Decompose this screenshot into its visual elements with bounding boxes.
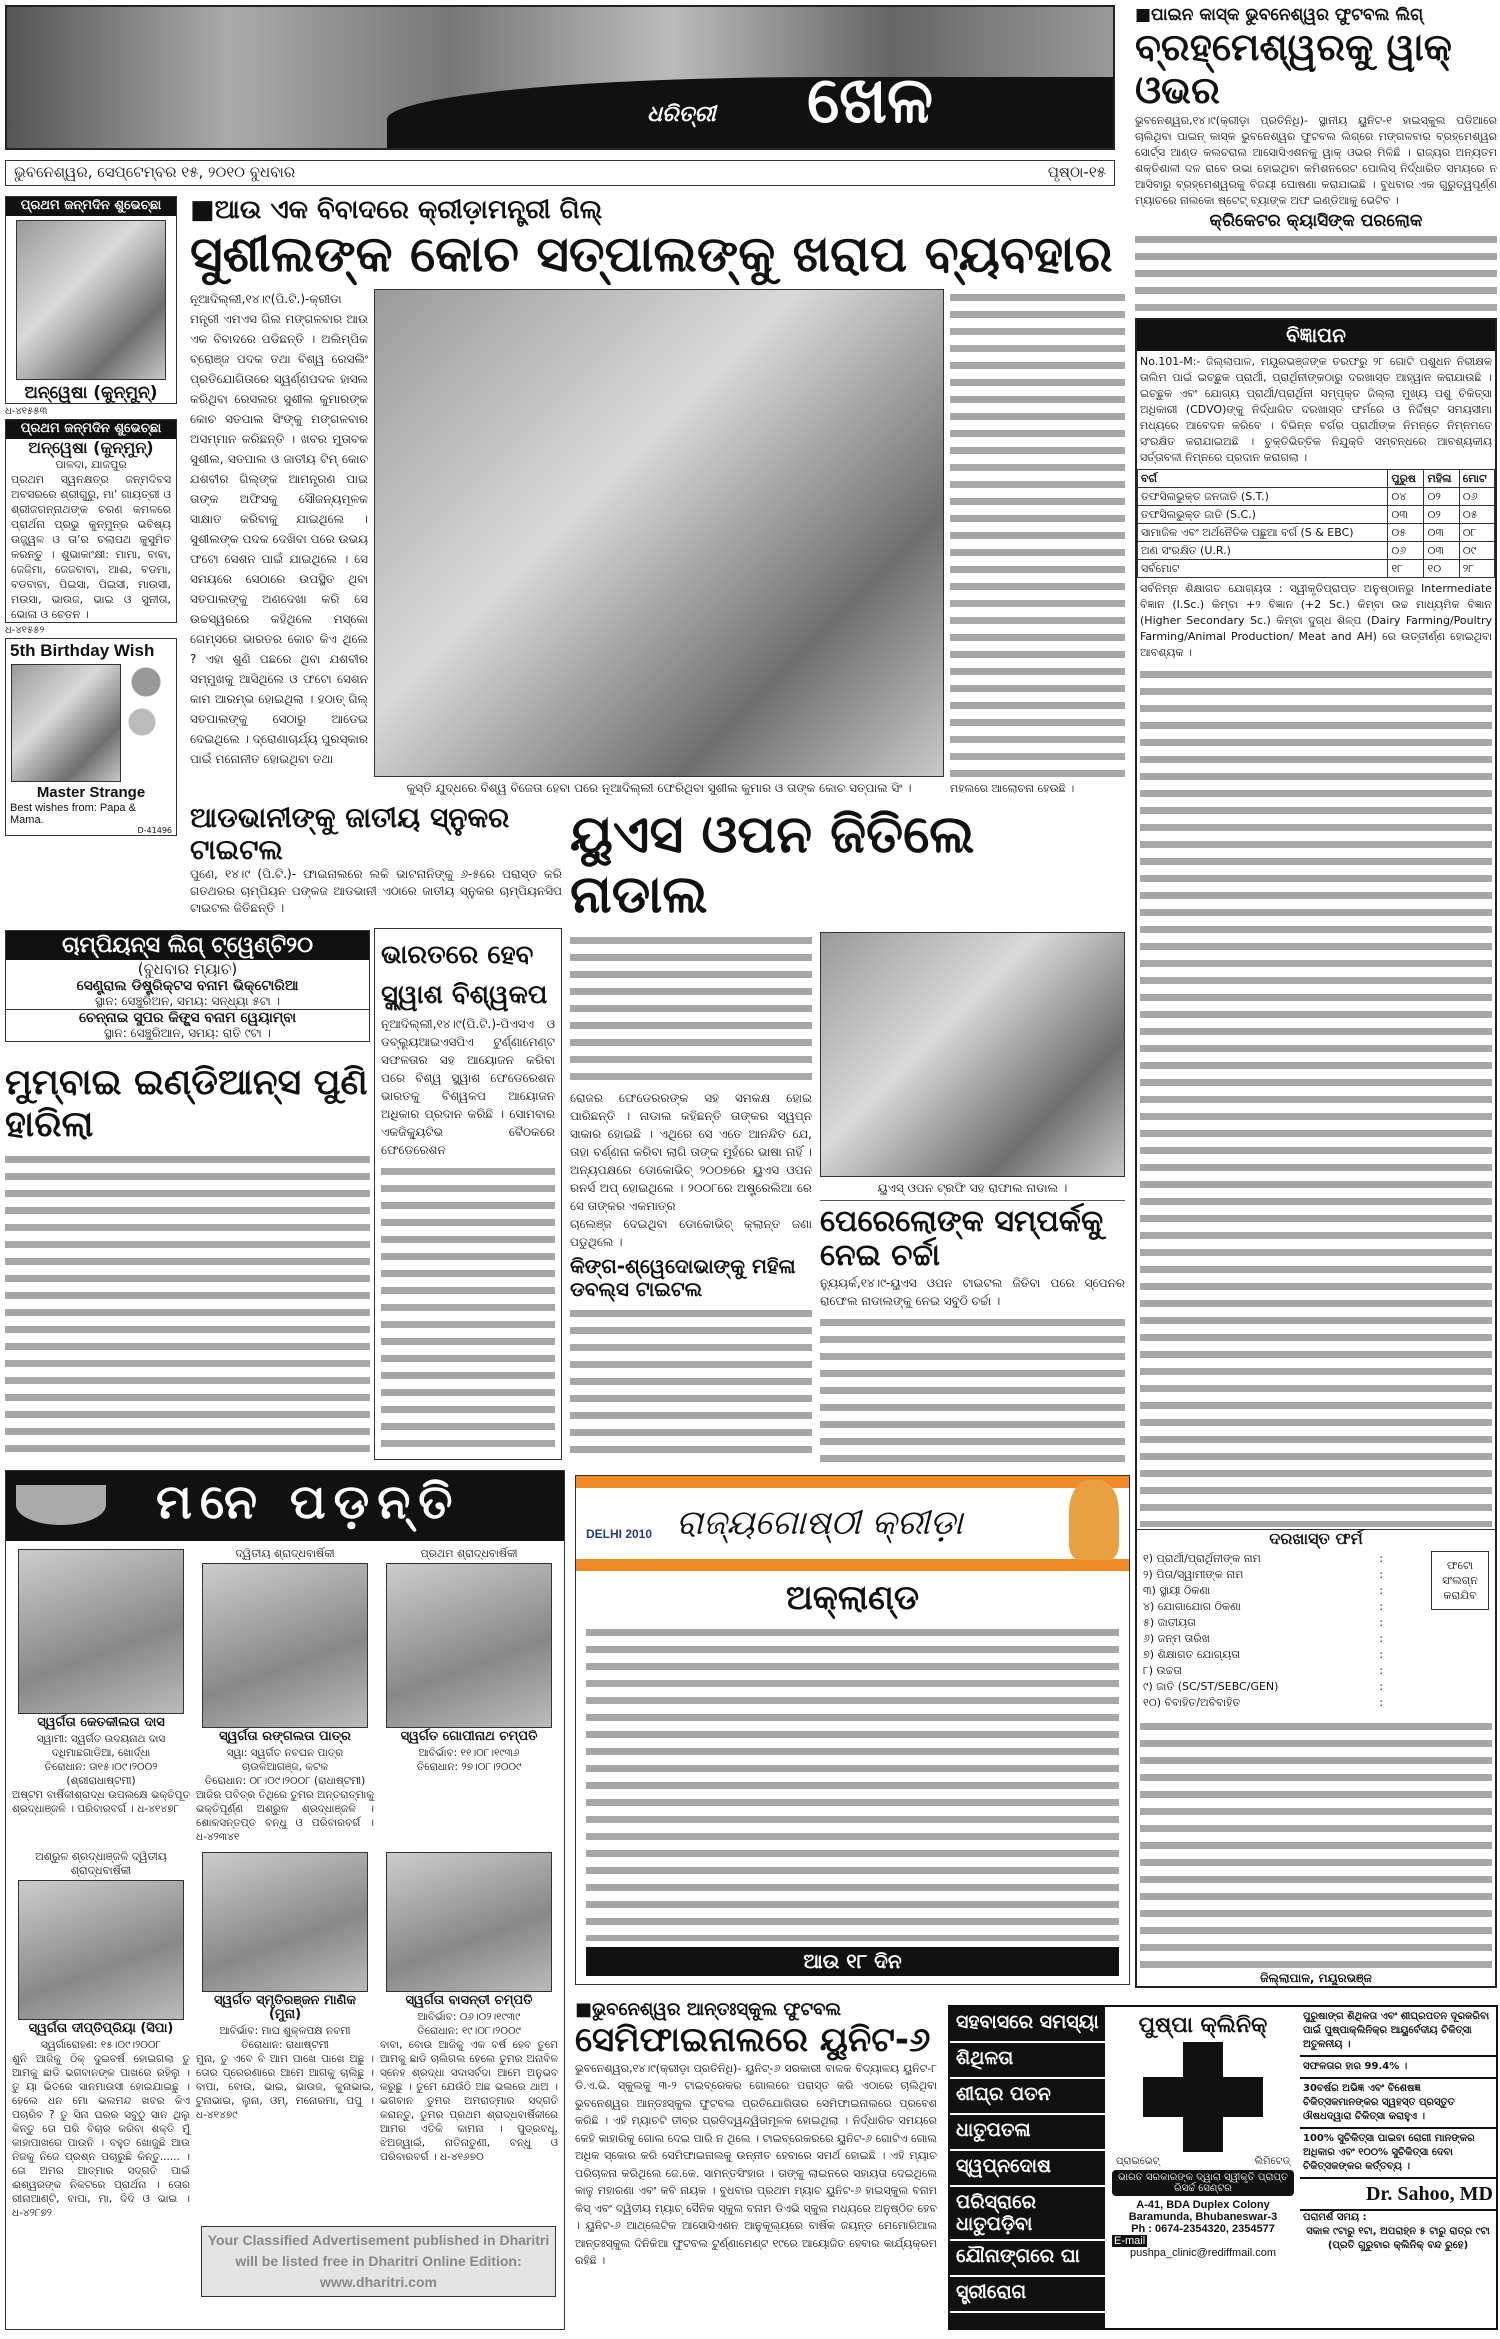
clinic-phone: Ph : 0674-2354320, 2354577 bbox=[1131, 2223, 1275, 2236]
memorial-line: ଚାଉଳିଆଗଞ୍ଜ, କଟକ bbox=[241, 1761, 329, 1773]
ad-header: ପ୍ରଥମ ଜନ୍ମଦିନ ଶୁଭେଚ୍ଛା bbox=[6, 420, 176, 439]
doctor-name: Dr. Sahoo, MD bbox=[1365, 2183, 1493, 2205]
table-cell: ୧୦ bbox=[1424, 560, 1459, 578]
table-cell: ୦୫ bbox=[1459, 506, 1494, 524]
portrait-photo bbox=[386, 1563, 552, 1728]
photo-box: ଫଟୋ ସଂଲଗ୍ନ କରାଯିବ bbox=[1431, 1551, 1489, 1610]
memorial-line: ଦଧିମାଛଗାଡିଆ, ଖୋର୍ଦ୍ଧା bbox=[51, 1747, 151, 1759]
child-name: ଅନ୍ୱେଷା (କୁନ୍‌ମୁନ୍) bbox=[28, 438, 154, 458]
child-name: ଅନ୍ୱେଷା (କୁନ୍‌ମୁନ୍) bbox=[24, 382, 158, 403]
form-field bbox=[1143, 1695, 1383, 1711]
condition-label: ଶୀଘ୍ର ପତନ bbox=[950, 2079, 1105, 2115]
nadal-left-column bbox=[570, 932, 812, 1462]
memorial-name: ସ୍ୱର୍ଗତା ଦୀପ୍ତିପ୍ରିୟା (ସିପା) bbox=[28, 2021, 174, 2036]
red-cross-icon bbox=[1128, 2042, 1278, 2152]
form-field-label: ୨) ପିତା/ସ୍ୱାମୀଙ୍କ ନାମ bbox=[1143, 1568, 1244, 1582]
form-field bbox=[1143, 1631, 1383, 1647]
lead-right-column bbox=[950, 289, 1125, 796]
form-field-label: ୧୦) ବିବାହିତ/ଅବିବାହିତ bbox=[1143, 1696, 1241, 1710]
table-cell: ଅଣ ସଂରକ୍ଷିତ (U.R.) bbox=[1138, 542, 1388, 560]
memorial-line: ମୁନା, ତୁ ଏବେ ବି ଆମ ପାଖେ ପାଖେ ଅଛୁ । ତୋର ପ୍ରେରଣାରେ ଆମେ ଆଗକୁ ଚାଲିଛୁ । ବାପା, ବୋଉ, ଭାଇ, ଭାଉଜ, କୁନାଭାଇ, ଟୁନାଭାଇ, ଲୁନା, ଓମ୍, ମନୋରମା, ପପୁ । ଧ-୪୧୪୭୯ bbox=[196, 2053, 374, 2121]
clinic-point: 30ବର୍ଷର ଅଭିଜ୍ଞ ଏବଂ ବିଶେଷଜ୍ଞ ଚିକିତ୍ସକମାନଙ୍କର ସ୍ୱହସ୍ତ ପ୍ରସ୍ତୁତ ଔଷଧଦ୍ୱାରା ଚିକିତ୍ସା କରାହୁଏ । bbox=[1300, 2079, 1496, 2129]
memorial-name: ସ୍ୱର୍ଗତା ରଙ୍ଗଲତା ପାତ୍ର bbox=[219, 1729, 351, 1744]
balloons-icon bbox=[126, 662, 166, 762]
match-info: ସ୍ଥାନ: ସେଞ୍ଚୁରିଅନ, ସମୟ: ସନ୍ଧ୍ୟା ୫ଟା । bbox=[6, 994, 369, 1010]
page-number: ପୃଷ୍ଠା-୧୫ bbox=[1047, 163, 1106, 181]
lead-end: ମହଲରେ ଆଲୋଚନା ହେଉଛି । bbox=[950, 782, 1075, 795]
form-field bbox=[1143, 1679, 1383, 1695]
form-colon: : bbox=[1379, 1664, 1383, 1678]
cwg-countdown: ଆଉ ୧୮ ଦିନ bbox=[586, 1947, 1119, 1976]
nadal-region bbox=[570, 806, 1125, 1462]
birthday-ad bbox=[5, 196, 177, 404]
memorial-line: ଆବିର୍ଭାବ: ୧୧।୦୮।୧୯୩୬ bbox=[418, 1747, 520, 1759]
divider bbox=[820, 1200, 1125, 1201]
form-colon: : bbox=[1379, 1648, 1383, 1662]
clt20-title: ଚାମ୍ପିୟନ୍ସ ଲିଗ୍ ଟ୍ୱେଣ୍ଟି୨୦ bbox=[6, 931, 369, 960]
clinic-center bbox=[1108, 2007, 1298, 2328]
dateline: ଭୁବନେଶ୍ୱର, ସେପ୍ଟେମ୍ବର ୧୫, ୨୦୧୦ ବୁଧବାର bbox=[14, 163, 296, 181]
form-field-label: ୮) ଉଚ୍ଚତା bbox=[1143, 1664, 1183, 1678]
table-row bbox=[1138, 560, 1495, 578]
form-field-label: ୩) ସ୍ଥାୟୀ ଠିକଣା bbox=[1143, 1584, 1211, 1598]
nadal-caption: ୟୁଏସ୍ ଓପନ ଟ୍ରଫି ସହ ରାଫାଲ ନାଡାଲ । bbox=[877, 1180, 1068, 1195]
form-colon: : bbox=[1379, 1600, 1383, 1614]
table-row bbox=[1138, 506, 1495, 524]
cwg-headline: ଅକ୍ଲାଣ୍ଡ bbox=[785, 1578, 920, 1618]
child-name: Master Strange bbox=[36, 784, 146, 802]
form-field-label: ୭) ଶିକ୍ଷାଗତ ଯୋଗ୍ୟତା bbox=[1143, 1648, 1241, 1662]
form-field bbox=[1143, 1583, 1383, 1599]
wish-text: ପ୍ରଥମ ସ୍ୱନକ୍ଷତ୍ର ଜନ୍ମଦିବସ ଅବସରରେ ଶ୍ରୀଗୁରୁ, ମା’ ଗାୟତ୍ରୀ ଓ ଶ୍ରୀଜଗନ୍ନାଥଙ୍କ ଚରଣ କମଳରେ ପ୍ରାର୍ଥନା ପ୍ରଭୁ କୁନ୍‌ମୁନ୍‌ର ଭବିଷ୍ୟ ଉଜ୍ଜ୍ୱଳ ଓ ତା’ର ଚଲାପଥ କୁସୁମିତ କରନ୍ତୁ । ଶୁଭାକାଂକ୍ଷୀ: ମାମା, ବାବା, ଜେଜିମା, ଜେଜବାବା, ଆଈ, ବଡମା, ବଡବାବା, ପିଇସା, ପିଇସୀ, ମାଉସୀ, ମଉସା, ଭାଉଜ, ଭାଇ ଓ ସୁନୀତା, ଭୋଳା ଓ ଚେତନ । bbox=[11, 472, 171, 621]
consult-hours: ସକାଳ ୯ଟାରୁ ୧ଟା, ଅପରାହ୍ନ ୫ ଟାରୁ ରାତ୍ର ୯ଟା (ପ୍ରତି ଗୁରୁବାର କ୍ଲିନିକ୍ ବନ୍ଦ ରୁହେ) bbox=[1306, 2226, 1490, 2251]
advani-body: ପୁଣେ, ୧୪।୯ (ପି.ଟି.)- ଫାଇନାଲରେ ଲକି ଭାଟନାନିଙ୍କୁ ୬-୫ରେ ପରାସ୍ତ କରି ଗତଥରର ଚାମ୍ପିୟନ ପଙ୍କଜ ଆଡଭାନୀ ଏଠାରେ ଜାତୀୟ ସ୍ନୁକର ଚାମ୍ପିୟନସିପ ଟାଇଟଲ ଜିତିଛନ୍ତି । bbox=[190, 867, 562, 916]
column-header: ମୋଟ bbox=[1459, 470, 1494, 488]
column-header: ବର୍ଗ bbox=[1138, 470, 1388, 488]
unit6-body: ଭୁବନେଶ୍ୱର,୧୪।୯(କ୍ରୀଡ଼ା ପ୍ରତିନିଧି)- ୟୁନିଟ୍-୬ ସରକାରୀ ବାଳକ ବିଦ୍ୟାଳୟ ୟୁନିଟ-୮ ଡି.ଏ.ଭି. ସ୍କୁଲକୁ ୩-୨ ଟାଇବ୍ରେକର ଗୋଲରେ ପରାସ୍ତ କରି ଏଠାରେ ଚାଲିଥିବା ଭୁବନେଶ୍ୱର ଆନ୍ତଃସ୍କୁଲ ଫୁଟବଲ ପ୍ରତିଯୋଗିତାର ସେମିଫାଇନାଲରେ ପ୍ରବେଶ କରିଛି । ଏହି ମ୍ୟାଚଟି ତୀବ୍ର ପ୍ରତିଦ୍ୱନ୍ଦ୍ୱିତାମୂଳକ ହୋଇଥିଲା । ନିର୍ଦ୍ଧାରିତ ସମୟରେ କେହି କାହାରିକୁ ଗୋଲ ଦେଇ ପାରି ନ ଥିଲେ । ଟାଇବ୍ରେକରରେ ୟୁନିଟ-୬ ଗୋଟିଏ ଗୋଲ ଅଧିକ ସ୍କୋର କରି ସେମିଫାଇନାଲକୁ ଉନ୍ନୀତ ହେବାରେ ସମର୍ଥ ହୋଇଛି । ଏହି ମ୍ୟାଚ ପରିଚାଳନା କରିଥିଲେ ଜେ.କେ. ସାମନ୍ତସିଂହାର । ତାଙ୍କୁ ଲାଇନରେ ସହାୟତା ଦେଇଥିଲେ କାଳୁ ମହାରଣା ଏବଂ କବି ନାୟକ । ବୁଧବାର ପ୍ରଥମ ମ୍ୟାଚ ୟୁନିଟ-୬ ହାଇସ୍କୁଲ ବନାମ କିସ୍ ଏବଂ ଦ୍ୱିତୀୟ ମ୍ୟାଚ୍ ସୈନିକ ସ୍କୁଲ ବନାମ ଡିଏଭି ସ୍କୁଲ ମଧ୍ୟରେ ଅନୁଷ୍ଠିତ ହେବ । ୟୁନିଟ-୬ ଆଥ୍ଲେଟିକ ଆସୋସିଏଶନ ଆନୁକୂଲ୍ୟରେ ବାର୍ଷିକ ଜୟନ୍ତ ମେମୋରିଆଲ ଆନ୍ତଃସ୍କୁଲ ଦିନିକିଆ ଫୁଟବଲ ଟୁର୍ଣ୍ଣାମେଣ୍ଟ ୧୯ରେ ଆୟୋଜିତ ହେବାର କାର୍ଯ୍ୟକ୍ରମ ରହିଛି । bbox=[575, 2061, 937, 2268]
form-field bbox=[1143, 1567, 1383, 1583]
clinic-ad bbox=[948, 2005, 1498, 2330]
clinic-point: ପୁରୁଷାଙ୍ଗ ଶିଥିଳତା ଏବଂ ଶୀଘ୍ରପତନ ଦୂରକରିବା ପାଇଁ ପୁଷ୍ପାକ୍ଲିନିକ୍‌ର ଆୟୁର୍ବେଦୀୟ ଚିକିତ୍ସା ଅତୁଳନୀୟ । bbox=[1300, 2007, 1496, 2057]
match-teams: ସେଣ୍ଟ୍ରାଲ ଡିଷ୍ଟ୍ରିକ୍ଟସ ବନାମ ଭିକ୍ଟୋରିଆ bbox=[76, 978, 299, 995]
lead-photo-column bbox=[374, 289, 944, 796]
pereira-body-continued bbox=[820, 1314, 1125, 1462]
hours-label: ପରାମର୍ଶ ସମୟ : bbox=[1300, 2209, 1496, 2225]
portrait-photo bbox=[202, 1852, 368, 1992]
form-field bbox=[1143, 1599, 1383, 1615]
memorial-line: ସ୍ୱର୍ଗାରୋହଣ: ୧୫।୦୯।୨୦୦୮ bbox=[41, 2039, 161, 2051]
unit6-story bbox=[575, 2000, 937, 2332]
nadal-right-column bbox=[820, 932, 1125, 1462]
clinic-name: ପୁଷ୍ପା କ୍ଲିନିକ୍ bbox=[1138, 2013, 1268, 2038]
masthead bbox=[5, 5, 1115, 150]
pereira-body: ନ୍ୟୁୟର୍କ,୧୪।୯-ୟୁଏସ ଓପନ ଟାଇଟଲ ଜିତିବା ପରେ ସ୍ପେନର ରାଫେଲ ନାଡାଲଙ୍କୁ ନେଇ ସବୁଠି ଚର୍ଚ୍ଚା । bbox=[820, 1275, 1125, 1308]
form-field bbox=[1143, 1551, 1383, 1567]
memorial-label: ଅଶ୍ରୁଳ ଶ୍ରଦ୍ଧାଞ୍ଜଳି ଦ୍ୱିତୀୟ ଶ୍ରାଦ୍ଧବାର୍ଷିକୀ bbox=[35, 1850, 167, 1877]
condition-label: ଯୌନାଙ୍ଗରେ ଘା bbox=[950, 2241, 1105, 2277]
mumbai-headline: ମୁମ୍ବାଇ ଇଣ୍ଡିଆନ୍ସ ପୁଣି ହାରିଲା bbox=[5, 1062, 368, 1145]
memorial-line: ତିରୋଧାନ: ୦୮।୦୯।୨୦୦୮ (ରାଧାଷ୍ଟମୀ) bbox=[204, 1775, 366, 1787]
form-field bbox=[1143, 1615, 1383, 1631]
ad-code: ଧ-୪୧୫୫୩ bbox=[5, 406, 48, 418]
ad-intro: No.101-M:- ଜିଲ୍ଲାପାଳ, ମୟୂରଭଞ୍ଜଙ୍କ ତରଫରୁ ୨୮ ଗୋଟି ପଶୁଧନ ନିରୀକ୍ଷକ ତାଲିମ ପାଇଁ ଇଚ୍ଛୁକ ପ୍ରାର୍ଥୀ, ପ୍ରାର୍ଥିନୀଙ୍କଠାରୁ ଦରଖାସ୍ତ ଆହ୍ୱାନ କରାଯାଉଛି । ଇଚ୍ଛୁକ ଏବଂ ଯୋଗ୍ୟ ପ୍ରାର୍ଥୀ/ପ୍ରାର୍ଥିନୀ ସମ୍ପୃକ୍ତ ଜିଲ୍ଲା ମୁଖ୍ୟ ପଶୁ ଚିକିତ୍ସା ଅଧିକାରୀ (CDVO)ଙ୍କୁ ନିର୍ଦ୍ଧାରିତ ଦରଖାସ୍ତ ଫର୍ମରେ ଓ ନିର୍ଦ୍ଦିଷ୍ଟ ସମୟସୀମା ମଧ୍ୟରେ ଆବେଦନ କରିବେ । ବିଭିନ୍ନ ବର୍ଗର ପ୍ରାର୍ଥୀଙ୍କ ନିମନ୍ତେ ନିମ୍ନମତେ ସଂରକ୍ଷିତ କରାଯାଇଅଛି । ଚୁକ୍ତିଭିତ୍ତିକ ନିଯୁକ୍ତି ସମ୍ବନ୍ଧରେ ଆବଶ୍ୟକୀୟ ସର୍ତ୍ତାବଳୀ ନିମ୍ନରେ ପ୍ରଦାନ କରାଗଲା । bbox=[1140, 355, 1492, 464]
place: ପାଳଦା, ଯାଜପୁର bbox=[55, 457, 127, 471]
child-photo bbox=[11, 664, 121, 782]
ad-qualification: ସର୍ବନିମ୍ନ ଶିକ୍ଷାଗତ ଯୋଗ୍ୟତା : ସ୍ୱୀକୃତିପ୍ରାପ୍ତ ଅନୁଷ୍ଠାନରୁ Intermediate ବିଜ୍ଞାନ (I.Sc.) କିମ୍ବା +୨ ବିଜ୍ଞାନ (+2 Sc.) କିମ୍ବା ଉଚ୍ଚ ମାଧ୍ୟମିକ ବିଜ୍ଞାନ (Higher Secondary Sc.) କିମ୍ବା ଦୁଗ୍ଧ ଶିଳ୍ପ (Dairy Farming/Poultry Farming/Animal Production/ Meat and AH) ରେ ଉତ୍ତୀର୍ଣ୍ଣ ହୋଇଥିବା ଆବଶ୍ୟକ । bbox=[1140, 582, 1492, 659]
shera-mascot-icon bbox=[1069, 1480, 1119, 1560]
nadal-tail: ଚାଲେଞ୍ଜ ଦେଇଥିବା ଡୋକୋଭିଚ୍ କ୍ଲାନ୍ତ ଜଣା ପଡୁଥିଲେ । bbox=[570, 1216, 812, 1249]
table-cell: ୦୨ bbox=[1424, 488, 1459, 506]
form-field-label: ୧) ପ୍ରାର୍ଥୀ/ପ୍ରାର୍ଥିନୀଙ୍କ ନାମ bbox=[1143, 1552, 1261, 1566]
portrait-photo bbox=[202, 1563, 368, 1728]
lead-headline: ସୁଶୀଲଙ୍କ କୋଚ ସତ୍‌ପାଲଙ୍କୁ ଖରାପ ବ୍ୟବହାର bbox=[190, 224, 1113, 283]
form-colon: : bbox=[1379, 1616, 1383, 1630]
memorial-line: (ଶ୍ରୀରାଧାଷ୍ଟମୀ) bbox=[66, 1775, 136, 1787]
form-title: ଦରଖାସ୍ତ ଫର୍ମ bbox=[1137, 1529, 1495, 1548]
clinic-email[interactable]: pushpa_clinic@rediffmail.com bbox=[1129, 2247, 1277, 2260]
condition-label: ସ୍ତ୍ରୀରୋଗ bbox=[950, 2277, 1105, 2313]
mumbai-body bbox=[5, 1151, 370, 1460]
form-field-label: ୫) ଜାତୀୟତା bbox=[1143, 1616, 1196, 1630]
memorial-entry bbox=[380, 1547, 558, 1844]
memorial-label: ପ୍ରଥମ ଶ୍ରାଦ୍ଧବାର୍ଷିକୀ bbox=[420, 1547, 518, 1560]
table-cell: ୦୩ bbox=[1388, 506, 1424, 524]
squash-body: ନୂଆଦିଲ୍ଲୀ,୧୪।୯(ପି.ଟି.)-ପିଏସଏ ଓ ଡବ୍ଲ୍ୟୁଆଇଏସପିଏ ଟୁର୍ଣ୍ଣାମେଣ୍ଟ ସଫଳତାର ସହ ଆୟୋଜନ କରିବା ପରେ ବିଶ୍ୱ ସ୍କ୍ୱାଶ ଫେଡେରେଶନ ଭାରତକୁ ବିଶ୍ୱକପ ଆୟୋଜନ ଅଧିକାର ପ୍ରଦାନ କରିଛି । ସୋମବାର ଏକଜିକ୍ୟୁଟିଭ ବୈଠକରେ ଫେଡେରେଶନ bbox=[381, 1017, 555, 1157]
ad-header: ପ୍ରଥମ ଜନ୍ମଦିନ ଶୁଭେଚ୍ଛା bbox=[6, 197, 176, 216]
private-label: ପ୍ରାଇଭେଟ୍ bbox=[1116, 2156, 1160, 2168]
table-row bbox=[1138, 542, 1495, 560]
cwg-banner-title: ରାଜ୍ୟଗୋଷ୍ଠୀ କ୍ରୀଡ଼ା bbox=[676, 1503, 963, 1543]
clinic-address: A-41, BDA Duplex Colony bbox=[1136, 2199, 1270, 2212]
ad-code: ଧ-୪୧୫୫୨ bbox=[5, 624, 45, 636]
table-cell: ସର୍ବମୋଟ bbox=[1138, 560, 1388, 578]
table-cell: ୦୪ bbox=[1388, 488, 1424, 506]
portrait-photo bbox=[386, 1852, 552, 1992]
child-photo bbox=[16, 220, 166, 380]
table-cell: ସାମାଜିକ ଏବଂ ଅର୍ଥନୈତିକ ପଛୁଆ ବର୍ଗ (S & EBC) bbox=[1138, 524, 1388, 542]
recruitment-ad bbox=[1135, 318, 1497, 1988]
nadal-body: ରୋଜର ଫେଡେରରଙ୍କ ସହ ସମକକ୍ଷ ହୋଇ ପାରିଛନ୍ତି । ନାଡାଲ କହିଛନ୍ତି ତାଙ୍କର ସ୍ୱପ୍ନ ସାକାର ହୋଇଛି । ଏଥିରେ ସେ ଏତେ ଆନନ୍ଦିତ ଯେ, ତାହା ବର୍ଣ୍ଣନା କରିବା ଲାଗି ତାଙ୍କ ମୁହଁରେ ଭାଷା ନାହିଁ । ଅନ୍ୟପକ୍ଷରେ ଡୋକୋଭିଚ୍ ୨୦୦୭ରେ ୟୁଏସ ଓପନ ରନର୍ସ ଅପ୍ ହୋଇଥିଲେ । ୨୦୦୮ରେ ଅଷ୍ଟ୍ରେଲିଆ ରେ ସେ ତାଙ୍କର ଏକମାତ୍ର bbox=[570, 1090, 812, 1213]
table-cell: ୧୮ bbox=[1388, 560, 1424, 578]
table-cell: ୦୬ bbox=[1388, 542, 1424, 560]
memorial-entry bbox=[12, 1850, 190, 2220]
section-title: ଖେଳ bbox=[807, 64, 934, 138]
memorial-line: ତିରୋଧାନ: ୧୯।୦୮।୨୦୦୯ bbox=[417, 2025, 521, 2037]
clinic-info bbox=[1300, 2007, 1496, 2328]
nadal-body-top bbox=[570, 932, 812, 1089]
cwg-banner bbox=[576, 1476, 1129, 1571]
clinic-govt-note: ଭାରତ ସରକାରଙ୍କ ଦ୍ୱାରା ସ୍ୱୀକୃତି ପ୍ରାପ୍ତ ରିସର୍ଚ୍ଚ ସେଣ୍ଟର bbox=[1112, 2170, 1294, 2196]
right-body: ଭୁବନେଶ୍ୱର,୧୪।୯(କ୍ରୀଡ଼ା ପ୍ରତିନିଧି)- ସ୍ଥାନୀୟ ୟୁନିଟ-୧ ହାଇସ୍କୁଲ ପଡିଆରେ ଚାଲିଥିବା ପାଇନ୍ କାସ୍କ ଭୁବନେଶ୍ୱର ଫୁଟବଲ ଲିଗ୍‌ରେ ମଙ୍ଗଳବାର ବ୍ରହ୍ମେଶ୍ୱର ସୋର୍ଟ୍ସ ଆଣ୍ଡ କଲଚରାଲ ଆସୋସିଏଶନକୁ ୱାକ୍ ଓଭର ମିଳିଛି । ରାଜ୍ୟର ଅନ୍ୟତମ ଶକ୍ତିଶାଳୀ ଦଳ ରାବେ ଉଭା ହୋଇଥିବା କମିଶନରେଟ ପୋଲିସ୍ ନିର୍ଦ୍ଧାରିତ ସମୟରେ ନ ଆସିବାରୁ ବ୍ରହ୍ମେଶ୍ୱରକୁ ବିଜୟୀ ଘୋଷଣା କରାଯାଇଛି । ବୁଧବାର ଏକ ଗୁରୁତ୍ୱପୂର୍ଣ୍ଣ ମ୍ୟାଚରେ ନାଲକୋ ଷ୍ଟେଟ୍ ବ୍ୟାଙ୍କ ଅଫ ଇଣ୍ଡିଆକୁ ଭେଟିବ । bbox=[1135, 113, 1497, 207]
memorial-line: ତିରୋଧାନ: ତା୧୫।୦୯।୨୦୦୨ bbox=[44, 1761, 158, 1773]
memorial-line: ସ୍ୱାମୀ: ସ୍ୱର୍ଗତ ଉଦୟନାଥ ଦାସ bbox=[36, 1733, 166, 1745]
nadal-columns bbox=[570, 932, 1125, 1462]
lead-caption: କୁସ୍ତି ଯୁଦ୍ଧରେ ବିଶ୍ୱ ବିଜେତା ହେବା ପରେ ନୂଆଦିଲ୍ଲୀ ଫେରିଥିବା ସୁଶୀଲ କୁମାର ଓ ତାଙ୍କ କୋଚ ସତ୍‌ପାଲ ସିଂ । bbox=[406, 781, 912, 795]
memorial-name: ସ୍ୱର୍ଗତା ବାସନ୍ତୀ ଚମ୍ପତି bbox=[405, 1993, 533, 2008]
nadal-headline: ୟୁଏସ ଓପନ ଜିତିଲେ ନାଡାଲ bbox=[570, 805, 975, 925]
table-cell: ୦୩ bbox=[1424, 524, 1459, 542]
memorial-banner bbox=[6, 1471, 564, 1541]
condition-label: ସ୍ୱପ୍ନଦୋଷ bbox=[950, 2151, 1105, 2187]
cwg-body bbox=[586, 1624, 1119, 1941]
lead-columns bbox=[190, 289, 1125, 796]
masthead-wave bbox=[387, 77, 1113, 148]
condition-label: ପରିସ୍ରାରେ ଧାତୁପଡ଼ିବା bbox=[950, 2187, 1105, 2241]
cwg-section bbox=[575, 1475, 1130, 1985]
match-teams: ଚେନ୍ନାଇ ସୁପର କିଙ୍ଗ୍ସ ବନାମ ୱେୟାମ୍ବା bbox=[78, 1010, 297, 1027]
condition-label: ଧାତୁପତଳା bbox=[950, 2115, 1105, 2151]
squash-body-continued bbox=[381, 1163, 555, 1453]
memorial-line: ଆବିର୍ଭାବ: ୦୬।୦୨।୧୯୩୯ bbox=[417, 2011, 521, 2023]
table-cell: ୨୮ bbox=[1459, 560, 1494, 578]
ad-terms bbox=[1140, 666, 1492, 1527]
clinic-conditions bbox=[950, 2007, 1105, 2328]
memorial-name: ସ୍ୱର୍ଗତ ସ୍ମୃତିରଞ୍ଜନ ମାଣିକ (ମୁନା) bbox=[213, 1993, 357, 2022]
squash-story bbox=[374, 928, 562, 1460]
memorial-line: ତିରୋଧାନ: ୨୭।୦୮।୨୦୦୯ bbox=[416, 1761, 522, 1773]
table-row bbox=[1138, 488, 1495, 506]
table-header bbox=[1138, 470, 1495, 488]
right-sub-body bbox=[1135, 231, 1497, 312]
condition-label: ସହବାସରେ ସମସ୍ୟା bbox=[950, 2007, 1105, 2043]
memorial-entry bbox=[380, 1850, 558, 2220]
memorial-name: ସ୍ୱର୍ଗତା କେତକୀଲତା ଦାସ bbox=[37, 1715, 165, 1730]
table-cell: ୦୨ bbox=[1424, 506, 1459, 524]
table-cell: ୦୬ bbox=[1459, 488, 1494, 506]
wish-text: Best wishes from: Papa & Mama. bbox=[10, 801, 136, 826]
form-colon: : bbox=[1379, 1680, 1383, 1694]
form-colon: : bbox=[1379, 1632, 1383, 1646]
email-label: E-mail bbox=[1114, 2235, 1146, 2248]
birthday-ad bbox=[5, 638, 177, 836]
portrait-photo bbox=[18, 1549, 184, 1714]
lead-photo bbox=[374, 289, 944, 777]
birthday-ad bbox=[5, 419, 177, 622]
table-cell: ୦୯ bbox=[1459, 542, 1494, 560]
advani-headline: ଆଡଭାନୀଙ୍କୁ ଜାତୀୟ ସ୍ନୁକର ଟାଇଟଲ bbox=[190, 801, 510, 867]
king-body bbox=[570, 1305, 812, 1462]
right-kicker: ■ପାଇନ କାସ୍କ ଭୁବନେଶ୍ୱର ଫୁଟବଲ ଲିଗ୍ bbox=[1135, 5, 1424, 25]
lead-body-continued bbox=[950, 289, 1125, 782]
table-cell: ତଫସିଲଭୁକ୍ତ ଜାତି (S.C.) bbox=[1138, 506, 1388, 524]
clinic-point: ସଫଳତାର ହାର 99.4% । bbox=[1300, 2057, 1496, 2079]
memorial-section bbox=[5, 1470, 565, 2330]
memorial-line: ତିରୋଧାନ: ରାଧାଷ୍ଟମୀ bbox=[241, 2039, 329, 2051]
memorial-name: ସ୍ୱର୍ଗତ ଗୋପୀନାଥ ଚମ୍ପତି bbox=[400, 1729, 538, 1744]
form-colon: : bbox=[1379, 1552, 1383, 1566]
king-headline: କିଙ୍ଗ-ଶ୍ୱେଦୋଭାଙ୍କୁ ମହିଳା ଡବଲ୍ସ ଟାଇଟଲ bbox=[570, 1253, 796, 1301]
squash-headline: ଭାରତରେ ହେବ ସ୍କ୍ୱାଶ ବିଶ୍ୱକପ bbox=[381, 940, 548, 1010]
memorial-line: ସ୍ୱା: ସ୍ୱର୍ଗତ ନବଘନ ପାତ୍ର bbox=[226, 1747, 344, 1759]
table-cell: ୦୩ bbox=[1424, 542, 1459, 560]
memorial-line: ଶୁନି ଆଜିକୁ ଠିକ୍ ଦୁଇବର୍ଷ ହୋଇଗଲା ତୁ ଆମକୁ ଛାଡି ଭଗବାନଙ୍କ ପାଖରେ ରହିଲୁ । ତୁ ୟା ଭିତରେ ସାନମାଉସୀ ହୋଇଯାଇଛୁ । ହେଲେ ଧନ ମୋ ଭଲମନ୍ଦ ଖବର କିଏ ପଚାରିବ ? ତୁ ସିନା ଘରର ସବୁଠୁ ସାନ ଥିଲୁ କିନ୍ତୁ ତୋ ପରି ବିଚାର କରିବା ଶକ୍ତି ମୁଁ କାହାପାଖରେ ପାଉନି । ବହୁତ ଖୋଜୁଛି ଆଉ ନିଜକୁ ନିଜେ ପ୍ରଶ୍ନ ପଚାରୁଛି କିନ୍ତୁ...... । ତୋ ଅମର ଆତ୍ମାର ସଦ୍‌ଗତି ପାଇଁ ଈଶ୍ୱରଙ୍କ ନିକଟରେ ପ୍ରାର୍ଥନା । ତୋର ରୀନାଆଣ୍ଟି, ବାପା, ମା, ଦିଦି ଓ ଭାଇ । ଧ-୪୨୮୭୨ bbox=[12, 2053, 190, 2219]
ad-code: D-41496 bbox=[137, 825, 172, 835]
form-fields bbox=[1143, 1551, 1383, 1711]
form-field-label: ୬) ଜନ୍ମ ତାରିଖ bbox=[1143, 1632, 1210, 1646]
unit6-headline: ସେମିଫାଇନାଲରେ ୟୁନିଟ-୬ bbox=[575, 2019, 931, 2060]
clinic-city: Baramunda, Bhubaneswar-3 bbox=[1128, 2211, 1278, 2224]
right-sub-headline: କ୍ରିକେଟର କ୍ୟାସିଙ୍କ ପରଲୋକ bbox=[1209, 210, 1423, 231]
dateline-bar bbox=[5, 160, 1115, 186]
right-headline: ବ୍ରହ୍ମେଶ୍ୱରକୁ ୱାକ୍ ଓଭର bbox=[1135, 24, 1452, 113]
memorial-line: ଅଷ୍ଟମ ବାର୍ଷିକୀଶ୍ରାଦ୍ଧ ଉପଲକ୍ଷେ ଭକ୍ତିପୂତ ଶ୍ରଦ୍ଧାଞ୍ଜଳି । ପରିବାରବର୍ଗ । ଧ-୪୧୪୭୮ bbox=[12, 1789, 190, 1815]
table-cell: ୦୮ bbox=[1459, 524, 1494, 542]
memorial-entry bbox=[12, 1547, 190, 1844]
memorial-entry bbox=[196, 1850, 374, 2220]
form-field bbox=[1143, 1647, 1383, 1663]
memorial-line: ଆବିର୍ଭାବ: ମାଘ ଶୁକ୍ଳପକ୍ଷ ନବମୀ bbox=[219, 2025, 351, 2037]
memorial-label: ଦ୍ୱିତୀୟ ଶ୍ରାଦ୍ଧବାର୍ଷିକୀ bbox=[235, 1547, 335, 1560]
form-colon: : bbox=[1379, 1696, 1383, 1710]
table-cell: ତଫସିଲଭୁକ୍ତ ଜନଜାତି (S.T.) bbox=[1138, 488, 1388, 506]
portrait-photo bbox=[18, 1880, 184, 2020]
form-colon: : bbox=[1379, 1584, 1383, 1598]
table-row bbox=[1138, 524, 1495, 542]
advani-story bbox=[190, 802, 562, 922]
form-field-label: ୯) ଜାତି (SC/ST/SEBC/GEN) bbox=[1143, 1680, 1279, 1694]
column-header: ପୁରୁଷ bbox=[1388, 470, 1424, 488]
limited-label: ଲିମିଟେଡ୍ bbox=[1254, 2156, 1290, 2168]
logo: ଧରିତ୍ରୀ bbox=[647, 102, 716, 127]
condition-label: ଶିଥିଳତା bbox=[950, 2043, 1105, 2079]
form-field-label: ୪) ଯୋଗାଯୋଗ ଠିକଣା bbox=[1143, 1600, 1241, 1614]
ad-signature: ଜିଲ୍ଲାପାଳ, ମୟୂରଭଞ୍ଜ bbox=[1260, 1971, 1372, 1986]
memorial-grid bbox=[6, 1541, 564, 2226]
lead-kicker: ■ଆଉ ଏକ ବିବାଦରେ କ୍ରୀଡ଼ାମନ୍ତ୍ରୀ ଗିଲ୍ bbox=[190, 195, 603, 225]
classified-notice[interactable]: Your Classified Advertisement published in Dharitri will be listed free in Dharitri Online Edition: www.dharitri.com bbox=[201, 2226, 556, 2297]
table-cell: ୦୫ bbox=[1388, 524, 1424, 542]
birthday-column bbox=[5, 196, 177, 836]
clt20-sub: (ବୁଧବାର ମ୍ୟାଚ) bbox=[137, 960, 238, 979]
clt20-box bbox=[5, 930, 370, 1042]
right-top-story bbox=[1135, 6, 1497, 312]
nadal-photo bbox=[820, 932, 1125, 1177]
reservation-table bbox=[1137, 469, 1495, 578]
memorial-line: ବାବା, ବୋଉ ଆଜିକୁ ଏକ ବର୍ଷ ହେବ ତୁମେ ଆମକୁ ଛାଡି ଚାଲିଗଲ ହେଲେ ତୁମର ଅନାବିଳ ସ୍ନେହ ଶ୍ରଦ୍ଧା ସଦାସର୍ବଦା ଆମେ ଅନୁଭବ କରୁଛୁ । ତୁମେ ଯେଉଁଠି ଅଛ ଭଲରେ ଥାଅ । ଭଗବାନ ତୁମର ଅମରାତ୍ମାର ସଦ୍‌ଗତି କରାନ୍ତୁ, ତୁମର ପ୍ରଥମ ଶ୍ରାଦ୍ଧବାର୍ଷିକୀରେ ଆମର ଏତିକି କାମନା । ପୁତ୍ରବଧୂ, ଝିଅଜ୍ୱାଇଁ, ନାତିନାତୁଣୀ, ବନ୍ଧୁ ଓ ପରିବାରବର୍ଗ । ଧ-୪୧୬୭୦ bbox=[380, 2039, 558, 2163]
delhi-2010-logo: DELHI 2010 bbox=[586, 1527, 653, 1541]
form-colon: : bbox=[1379, 1568, 1383, 1582]
ad-header: 5th Birthday Wish bbox=[10, 640, 155, 660]
pereira-headline: ପେରେଲୋଙ୍କ ସମ୍ପର୍କକୁ ନେଇ ଚର୍ଚ୍ଚା bbox=[820, 1203, 1104, 1274]
memorial-entry bbox=[196, 1547, 374, 1844]
clinic-point: 100% ସୁଚିକିତ୍ସା ପାଇବା ରୋଗୀ ମାନଙ୍କର ଅଧିକାର ଏବଂ ୧୦୦% ସୁଚିକିତ୍ସା ଦେବା ଚିକିତ୍ସକଙ୍କର କର୍ତ୍ତବ୍ୟ । bbox=[1300, 2129, 1496, 2179]
lead-body: ନୂଆଦିଲ୍ଲୀ,୧୪।୯(ପି.ଟି.)-କ୍ରୀଡା ମନ୍ତ୍ରୀ ଏମଏସ ଗିଲ ମଙ୍ଗଳବାର ଆଉ ଏକ ବିବାଦରେ ପଡିଛନ୍ତି । ଅଲିମ୍ପିକ ବ୍ରୋଞ୍ଜ ପଦକ ତଥା ବିଶ୍ୱ ରେସଲିଂ ପ୍ରତିଯୋଗିତାରେ ସ୍ୱର୍ଣ୍ଣପଦକ ହାସଲ କରିଥିବା ରେସଲର ସୁଶୀଲ କୁମାରଙ୍କ କୋଚ ସତପାଲ ସିଂଙ୍କୁ ମଙ୍ଗଳବାର ଅସମ୍ମାନ କରିଛନ୍ତି । ଖବର ମୁତାବକ ସୁଶୀଲ, ସତପାଲ ଓ ଜାତୀୟ ଟିମ୍ କୋଚ ଯଶବୀର ଗିଲ୍‌ଙ୍କ ଆମନ୍ତ୍ରଣ ପାଇ ତାଙ୍କ ଅଫିସକୁ ସୌଜନ୍ୟମୂଳକ ସାକ୍ଷାତ କରିବାକୁ ଯାଇଥିଲେ । ସୁଶୀଲଙ୍କ ପଦକ ଦେଖିବା ପରେ ଉଭୟ ଫଟୋ ସେଶନ ପାଇଁ ଯାଇଥିଲେ । ସେ ସମୟରେ ସେଠାରେ ଉପସ୍ଥିତ ଥିବା ସତପାଲଙ୍କୁ ଅଣଦେଖା କରି ସେ ଉଚ୍ଚସ୍ୱରରେ କହିଥିଲେ ମସ୍କୋ ଗେମ୍ସରେ ଭାରତର କୋଚ କିଏ ଥିଲେ ? ଏହା ଶୁଣି ପଛରେ ଥିବା ଯଶବୀର ସମ୍ମୁଖକୁ ଆସିଥିଲେ ଓ ଫଟୋ ସେଶନ କାମ ଆରମ୍ଭ ହୋଇଥିଲା । ହଠାତ୍ ଗିଲ୍ ସତପାଲଙ୍କୁ ସେଠାରୁ ଆଡେଇ ଦେଇଥିଲେ । ଦ୍ରୋଣାଚାର୍ଯ୍ୟ ପୁରସ୍କାର ପାଇଁ ମନୋନୀତ ହୋଇଥିବା ତଥା bbox=[190, 292, 368, 767]
ad-declaration bbox=[1140, 1718, 1492, 1968]
ad-title: ବିଜ୍ଞାପନ bbox=[1137, 320, 1495, 351]
column-header: ମହିଳା bbox=[1424, 470, 1459, 488]
form-field bbox=[1143, 1663, 1383, 1679]
lamp-icon bbox=[16, 1485, 106, 1525]
memorial-line: ଆଜିର ପବିତ୍ର ତିଥିରେ ତୁମର ଅନ୍ତରାତ୍ମାକୁ ଭକ୍ତିପୂର୍ଣ୍ଣ ଅଶ୍ରୁଳ ଶ୍ରଦ୍ଧାଞ୍ଜଳି । ଶୋକସନ୍ତପ୍ତ ବନ୍ଧୁ ଓ ପରିବାରବର୍ଗ । ଧ-୪୨୩୪୧ bbox=[196, 1789, 374, 1843]
left-lower-column bbox=[5, 930, 370, 1460]
unit6-kicker: ■ଭୁବନେଶ୍ୱର ଆନ୍ତଃସ୍କୁଲ ଫୁଟବଲ bbox=[575, 1999, 842, 2020]
memorial-title: ମନେ ପଡ଼ନ୍ତି bbox=[156, 1474, 461, 1530]
lead-story bbox=[190, 196, 1125, 796]
match-info: ସ୍ଥାନ: ସେଞ୍ଚୁରିଆନ, ସମୟ: ରାତି ୯ଟା । bbox=[104, 1026, 271, 1041]
